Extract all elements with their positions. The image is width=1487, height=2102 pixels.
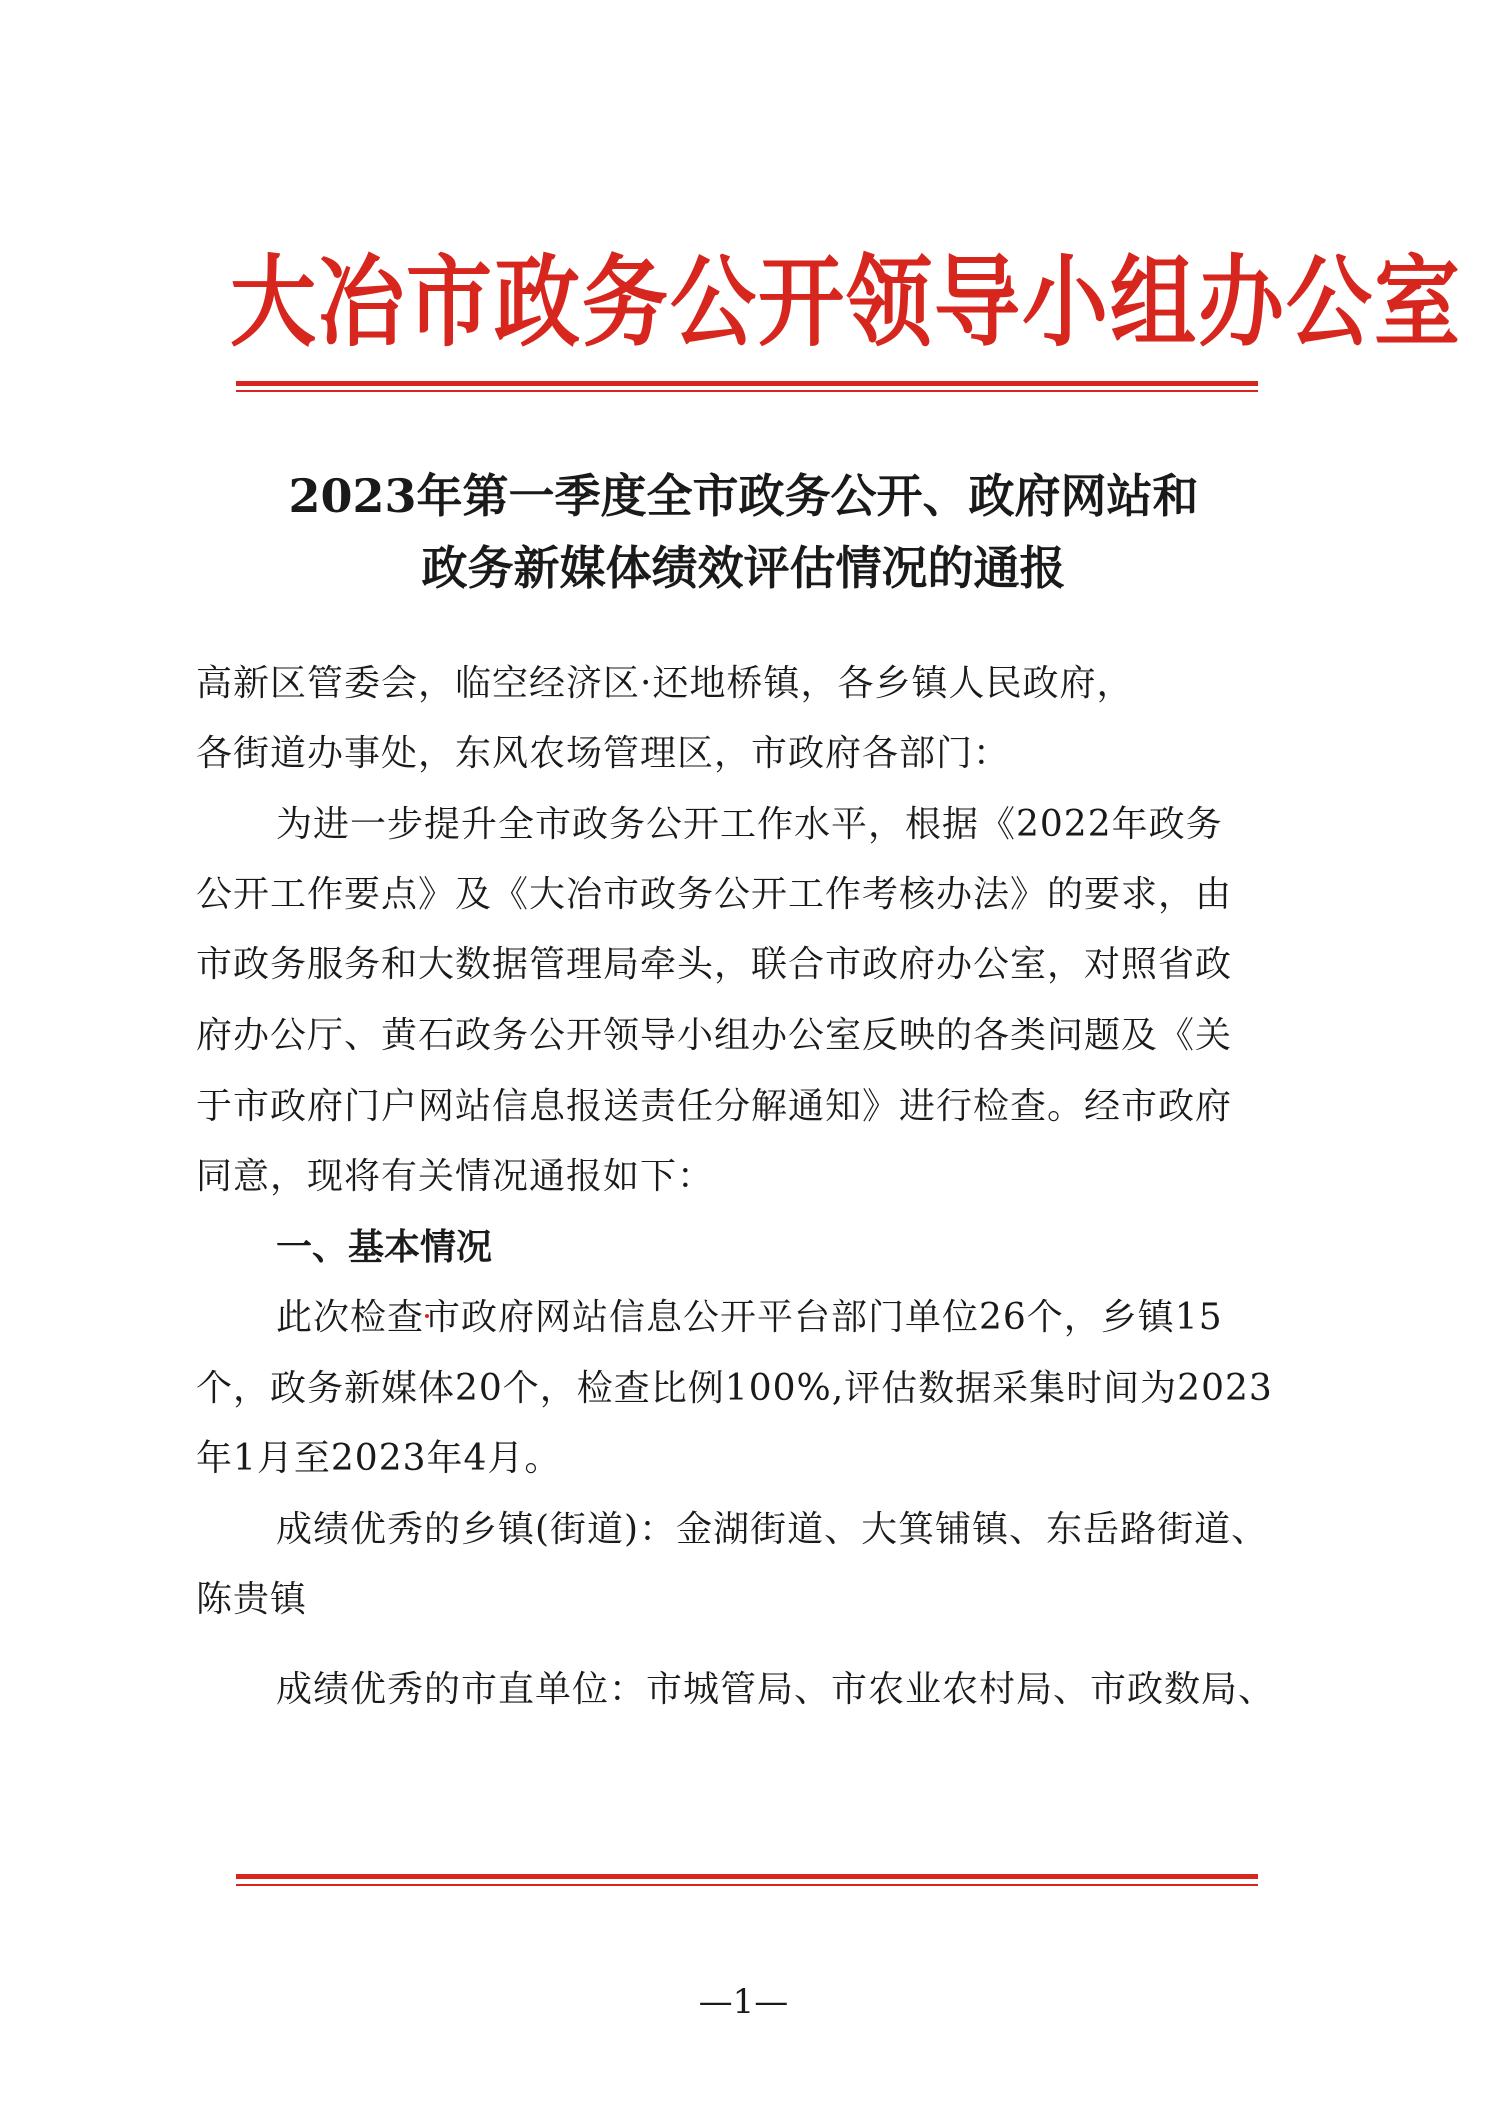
section-1-para-1-line-1: 此次检查市政府网站信息公开平台部门单位26个，乡镇15 [276,1297,1223,1338]
intro-line-2: 公开工作要点》及《大冶市政务公开工作考核办法》的要求，由 [196,874,1233,915]
intro-line-3: 市政务服务和大数据管理局牵头，联合市政府办公室，对照省政 [196,944,1233,985]
page-number: —1— [698,1982,789,2022]
issuing-organization-header: 大冶市政务公开领导小组办公室 [230,244,1462,361]
document-title-line-2: 政务新媒体绩效评估情况的通报 [421,541,1066,595]
intro-line-4: 府办公厅、黄石政务公开领导小组办公室反映的各类问题及《关 [196,1015,1233,1056]
section-1-para-2-line-2: 陈贵镇 [196,1579,308,1620]
intro-line-6: 同意，现将有关情况通报如下： [196,1156,715,1197]
footer-red-rule-thick [236,1874,1258,1879]
document-title-line-1: 2023年第一季度全市政务公开、政府网站和 [288,469,1199,523]
section-1-para-1-line-3: 年1月至2023年4月。 [196,1438,562,1479]
intro-line-1: 为进一步提升全市政务公开工作水平，根据《2022年政务 [276,804,1223,845]
recipients-line-2: 各街道办事处，东风农场管理区，市政府各部门： [196,733,1011,774]
section-1-para-2-line-1: 成绩优秀的乡镇(街道)：金湖街道、大箕铺镇、东岳路街道、 [276,1509,1269,1550]
intro-line-5: 于市政府门户网站信息报送责任分解通知》进行检查。经市政府 [196,1086,1233,1127]
section-1-para-3-line-1: 成绩优秀的市直单位：市城管局、市农业农村局、市政数局、 [276,1669,1276,1710]
header-red-rule-thin [236,390,1258,392]
header-red-rule-thick [236,381,1258,386]
footer-red-rule-thin [236,1884,1258,1886]
section-1-para-1-line-2: 个，政务新媒体20个，检查比例100%,评估数据采集时间为2023 [196,1368,1273,1409]
recipients-line-1: 高新区管委会，临空经济区·还地桥镇，各乡镇人民政府， [196,663,1134,704]
section-1-heading: 一、基本情况 [276,1227,493,1268]
